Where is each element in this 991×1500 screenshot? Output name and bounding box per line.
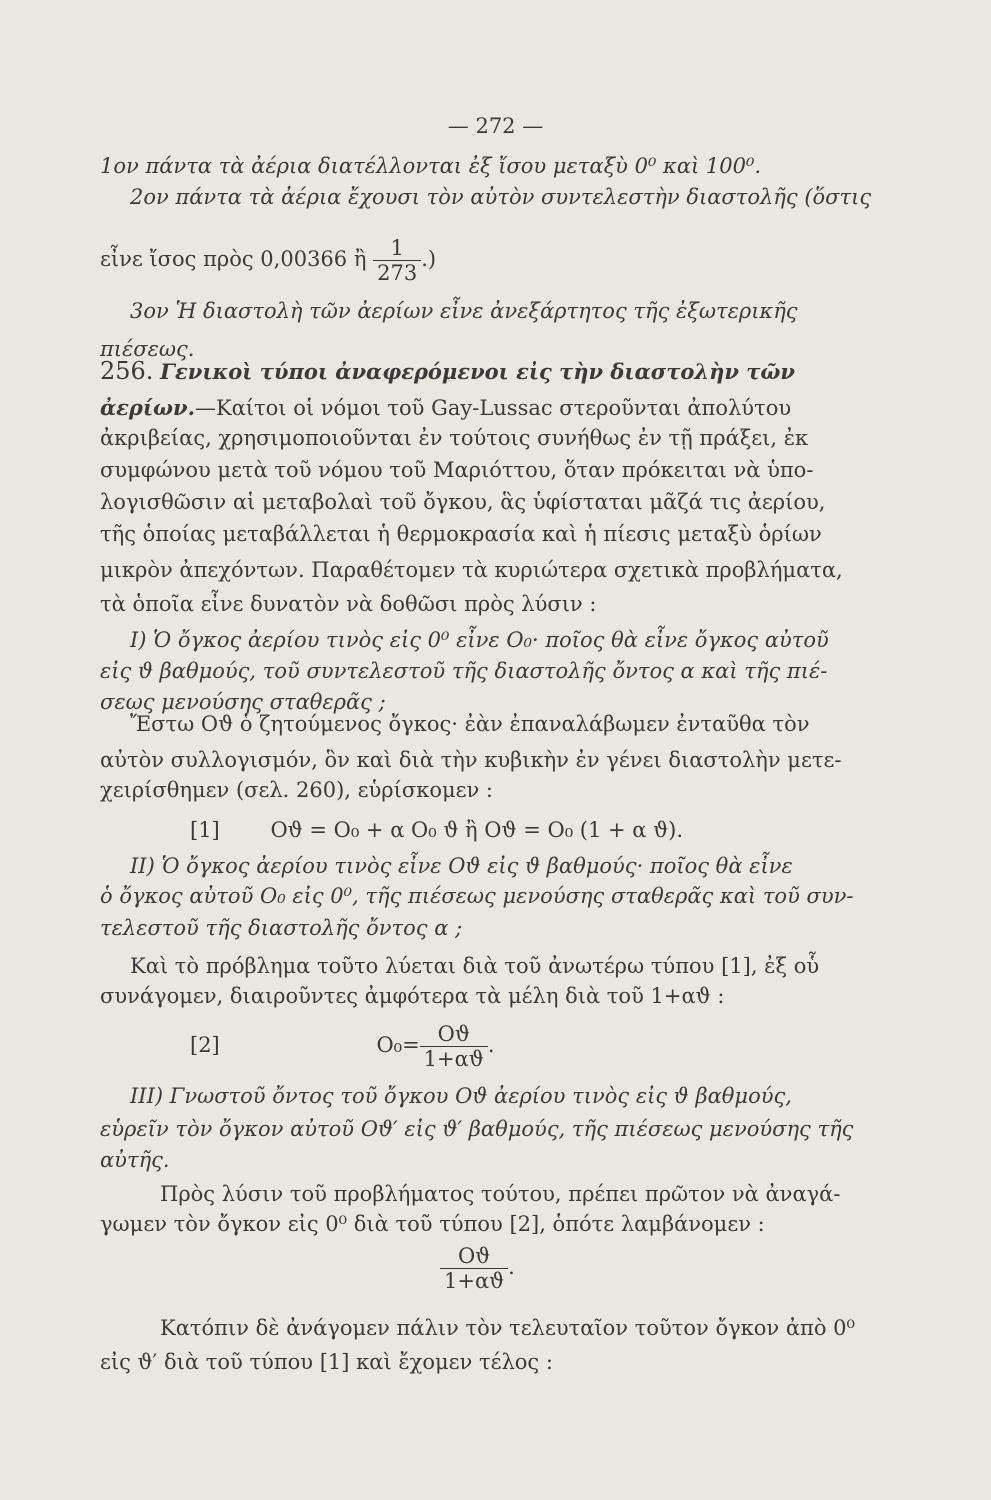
problem-statement: I) Ὁ ὄγκος ἀερίου τινὸς εἰς 0⁰ εἶνε O₀· ποῖος θὰ εἶνε ὄγκος αὐτοῦ — [130, 628, 829, 652]
text-line: λογισθῶσιν αἱ μεταβολαὶ τοῦ ὄγκου, ἃς ὑφίσταται μᾶζά τις ἀερίου, — [100, 490, 826, 514]
text-line: Κατόπιν δὲ ἀνάγομεν πάλιν τὸν τελευταῖον τοῦτον ὄγκον ἀπὸ 0⁰ — [160, 1316, 855, 1340]
problem-statement: τελεστοῦ τῆς διαστολῆς ὄντος α ; — [100, 916, 463, 940]
problem-statement: εἰς ϑ βαθμούς, τοῦ συντελεστοῦ τῆς διαστολῆς ὄντος α καὶ τῆς πιέ- — [100, 659, 828, 683]
problem-statement: σεως μενούσης σταθερᾶς ; — [100, 690, 386, 714]
fraction: $\frac{Oϑ}{1+\alpha ϑ}$ — [440, 1244, 508, 1293]
section-heading: 256. Γενικοὶ τύποι ἀναφερόμενοι εἰς τὴν διαστολὴν τῶν — [100, 357, 795, 385]
problem-statement: ὁ ὄγκος αὐτοῦ O₀ εἰς 0⁰, τῆς πιέσεως μενούσης σταθερᾶς καὶ τοῦ συν- — [100, 884, 854, 908]
text-line-with-fraction: εἶνε ἴσος πρὸς 0,00366 ἢ $\frac{1}{273}$ .) — [100, 236, 437, 285]
text-line: γωμεν τὸν ὄγκον εἰς 0⁰ διὰ τοῦ τύπου [2], ὁπότε λαμβάνομεν : — [100, 1212, 765, 1236]
text-line: ἀκριβείας, χρησιμοποιοῦνται ἐν τούτοις συνήθως ἐν τῇ πράξει, ἐκ — [100, 426, 809, 450]
text-line: ἀερίων.—Καίτοι οἱ νόμοι τοῦ Gay-Lussac στεροῦνται ἀπολύτου — [100, 395, 792, 420]
text-line: εἰς ϑ′ διὰ τοῦ τύπου [1] καὶ ἔχομεν τέλος : — [100, 1350, 553, 1374]
text-line: Ἔστω Oϑ ὁ ζητούμενος ὄγκος· ἐὰν ἐπαναλάβωμεν ἐνταῦθα τὸν — [130, 712, 810, 736]
text-line: 1ον πάντα τὰ ἀέρια διατέλλονται ἐξ ἴσου μεταξὺ 0⁰ καὶ 100⁰. — [100, 154, 762, 178]
problem-statement: III) Γνωστοῦ ὄντος τοῦ ὄγκου Oϑ ἀερίου τινὸς εἰς ϑ βαθμούς, — [130, 1084, 792, 1108]
equation-3: $\frac{Oϑ}{1+\alpha ϑ}$ . — [440, 1244, 640, 1293]
page-number: — 272 — — [447, 114, 544, 138]
text-line: χειρίσθημεν (σελ. 260), εὑρίσκομεν : — [100, 778, 494, 802]
text-line: 3ον Ἡ διαστολὴ τῶν ἀερίων εἶνε ἀνεξάρτητος τῆς ἐξωτερικῆς — [130, 299, 798, 323]
problem-statement: αὐτῆς. — [100, 1148, 170, 1172]
text-line: 2ον πάντα τὰ ἀέρια ἔχουσι τὸν αὐτὸν συντελεστὴν διαστολῆς (ὅστις — [130, 185, 872, 209]
text-line: αὐτὸν συλλογισμόν, ὃν καὶ διὰ τὴν κυβικὴν ἐν γένει διαστολὴν μετε- — [100, 748, 842, 772]
text-line: τὰ ὁποῖα εἶνε δυνατὸν νὰ δοθῶσι πρὸς λύσιν : — [100, 592, 597, 616]
equation-1: [1] Oϑ = O₀ + α O₀ ϑ ἢ Oϑ = O₀ (1 + α ϑ). — [190, 818, 684, 842]
text-line: τῆς ὁποίας μεταβάλλεται ἡ θερμοκρασία καὶ ἡ πίεσις μεταξὺ ὁρίων — [100, 522, 822, 546]
fraction: $\frac{1}{273}$ — [373, 236, 421, 285]
equation-2: [2] O₀= $\frac{Oϑ}{1+\alpha ϑ}$ . — [190, 1022, 495, 1071]
text-line: Καὶ τὸ πρόβλημα τοῦτο λύεται διὰ τοῦ ἀνωτέρω τύπου [1], ἐξ οὗ — [130, 954, 820, 978]
text-line: μικρὸν ἀπεχόντων. Παραθέτομεν τὰ κυριώτερα σχετικὰ προβλήματα, — [100, 558, 843, 582]
text-line: συμφώνου μετὰ τοῦ νόμου τοῦ Μαριόττου, ὅταν πρόκειται νὰ ὑπο- — [100, 458, 814, 482]
problem-statement: εὑρεῖν τὸν ὄγκον αὐτοῦ Oϑ′ εἰς ϑ′ βαθμούς, τῆς πιέσεως μενούσης τῆς — [100, 1117, 854, 1141]
text-line: Πρὸς λύσιν τοῦ προβλήματος τούτου, πρέπει πρῶτον νὰ ἀναγά- — [160, 1182, 841, 1206]
text-line: συνάγομεν, διαιροῦντες ἀμφότερα τὰ μέλη διὰ τοῦ 1+αϑ : — [100, 984, 725, 1008]
fraction: $\frac{Oϑ}{1+\alpha ϑ}$ — [420, 1022, 488, 1071]
problem-statement: II) Ὁ ὄγκος ἀερίου τινὸς εἶνε Oϑ εἰς ϑ βαθμούς· ποῖος θὰ εἶνε — [130, 854, 793, 878]
text-line: πιέσεως. — [100, 337, 195, 361]
